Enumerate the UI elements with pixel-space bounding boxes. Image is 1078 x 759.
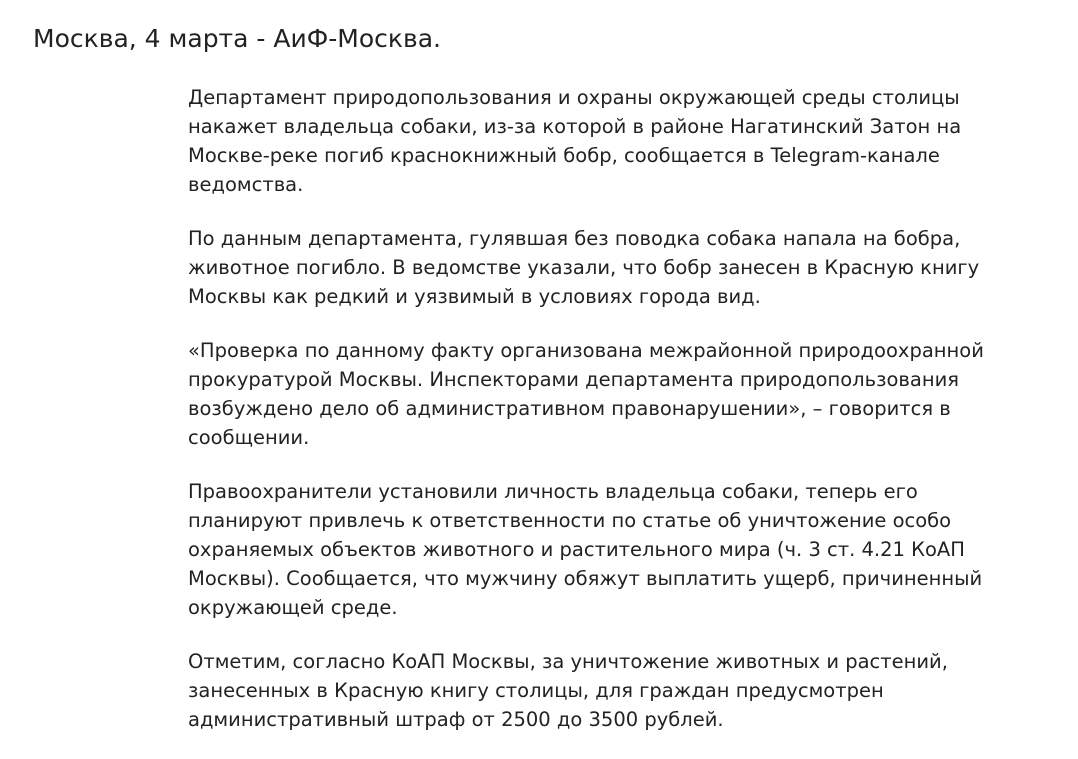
- article-paragraph-2: По данным департамента, гулявшая без поводка собака напала на бобра, животное погибло. В ведомстве указали, что бобр занесен в Красную книгу Москвы как редкий и уязвимый в условиях города вид.: [188, 227, 980, 308]
- article-paragraph-5: Отметим, согласно КоАП Москвы, за уничтожение животных и растений, занесенных в Красную книгу столицы, для граждан предусмотрен административный штраф от 2500 до 3500 рублей.: [188, 650, 948, 731]
- article-paragraph-3: «Проверка по данному факту организована межрайонной природоохранной прокуратурой Москвы. Инспекторами департамента природопользования возбуждено дело об административном правонарушении», – говорится в сообщении.: [188, 339, 984, 449]
- article-paragraph-4: Правоохранители установили личность владельца собаки, теперь его планируют привлечь к ответственности по статье об уничтожение особо охраняемых объектов животного и растительного мира (ч. 3 ст. 4.21 КоАП Москвы). Сообщается, что мужчину обяжут выплатить ущерб, причиненный окружающей среде.: [188, 480, 983, 619]
- article-body: [188, 83, 1023, 759]
- article-dateline: Москва, 4 марта - АиФ-Москва.: [33, 24, 441, 53]
- article-paragraph-1: Департамент природопользования и охраны окружающей среды столицы накажет владельца собаки, из-за которой в районе Нагатинский Затон на Москве-реке погиб краснокнижный бобр, сообщается в Telegram-канале ведомства.: [188, 86, 962, 196]
